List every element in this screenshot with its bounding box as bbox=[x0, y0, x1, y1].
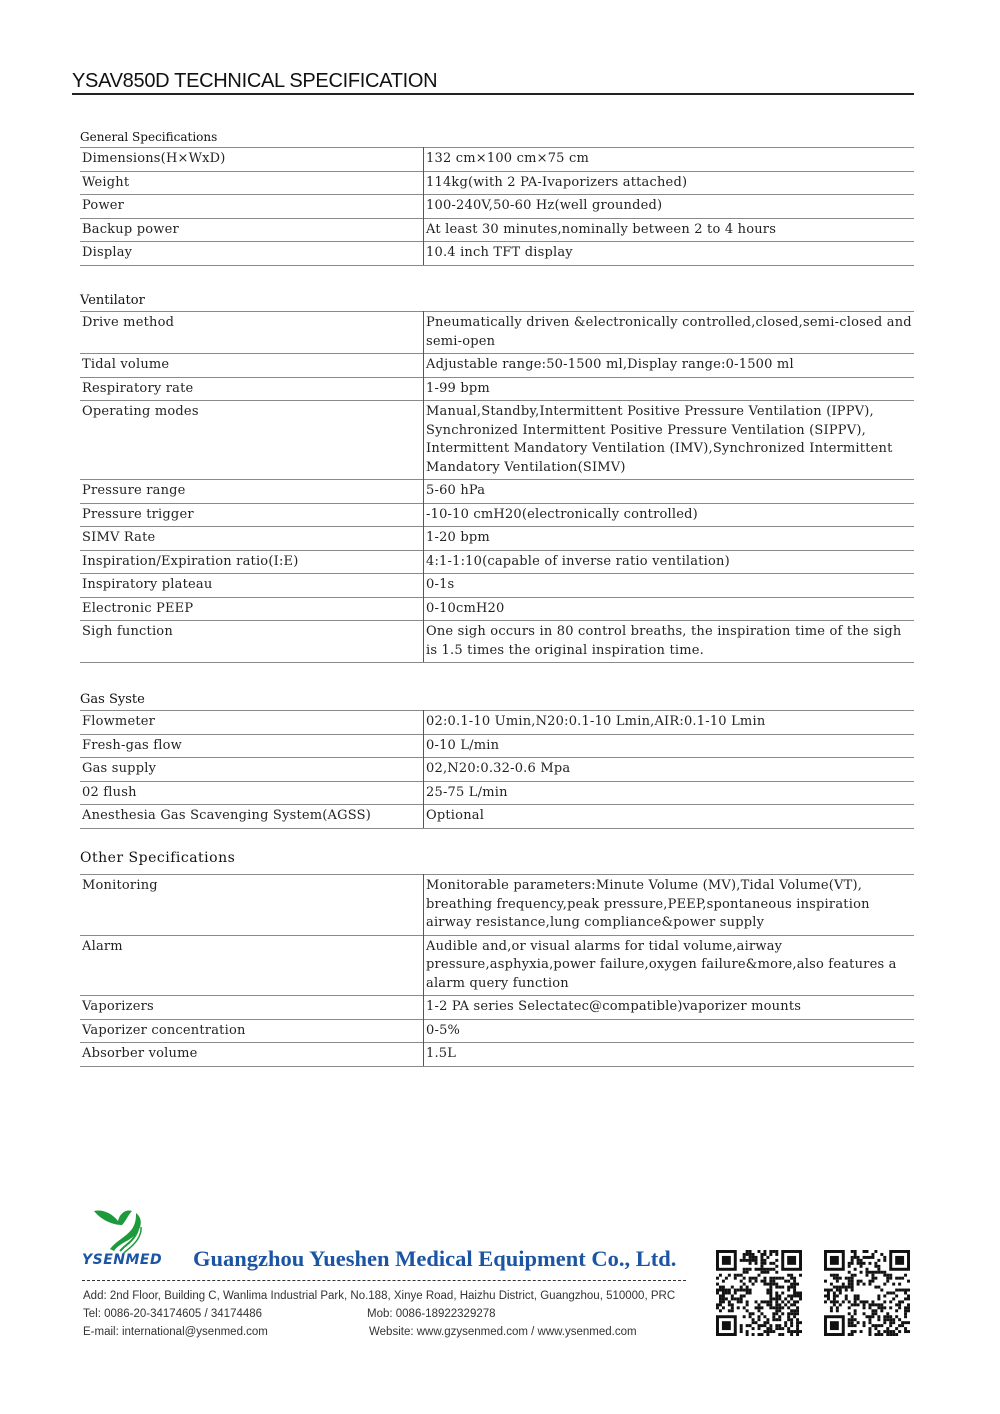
spec-label: SIMV Rate bbox=[80, 527, 424, 551]
spec-value: 02:0.1-10 Umin,N20:0.1-10 Lmin,AIR:0.1-10 Lmin bbox=[424, 711, 915, 735]
spec-table bbox=[80, 874, 914, 1067]
spec-label: Vaporizer concentration bbox=[80, 1019, 424, 1043]
spec-label: Weight bbox=[80, 171, 424, 195]
spec-value: 25-75 L/min bbox=[424, 781, 915, 805]
spec-value: 1-2 PA series Selectatec@compatible)vaporizer mounts bbox=[424, 996, 915, 1020]
spec-label: Display bbox=[80, 242, 424, 266]
spec-label: Inspiratory plateau bbox=[80, 574, 424, 598]
spec-row bbox=[80, 312, 914, 354]
spec-row bbox=[80, 354, 914, 378]
section-heading: Gas Syste bbox=[80, 692, 145, 707]
section-gas-system bbox=[80, 692, 914, 829]
spec-row bbox=[80, 1019, 914, 1043]
spec-value: Monitorable parameters:Minute Volume (MV),Tidal Volume(VT), breathing frequency,peak pressure,PEEP,spontaneous inspiration airway resistance,lung compliance&power supply bbox=[424, 875, 915, 936]
spec-value: 132 cm×100 cm×75 cm bbox=[424, 148, 915, 172]
spec-label: Pressure range bbox=[80, 480, 424, 504]
spec-row bbox=[80, 597, 914, 621]
spec-row bbox=[80, 377, 914, 401]
spec-table bbox=[80, 147, 914, 266]
spec-label: Fresh-gas flow bbox=[80, 734, 424, 758]
spec-value: 0-10cmH20 bbox=[424, 597, 915, 621]
spec-value: 5-60 hPa bbox=[424, 480, 915, 504]
spec-value: Pneumatically driven &electronically controlled,closed,semi-closed and semi-open bbox=[424, 312, 915, 354]
spec-label: Electronic PEEP bbox=[80, 597, 424, 621]
section-heading: Other Specifications bbox=[80, 850, 236, 866]
spec-value: Audible and,or visual alarms for tidal volume,airway pressure,asphyxia,power failure,oxygen failure&more,also features a alarm query function bbox=[424, 935, 915, 996]
spec-row bbox=[80, 781, 914, 805]
spec-label: Anesthesia Gas Scavenging System(AGSS) bbox=[80, 805, 424, 829]
spec-label: Respiratory rate bbox=[80, 377, 424, 401]
spec-label: Absorber volume bbox=[80, 1043, 424, 1067]
spec-value: One sigh occurs in 80 control breaths, the inspiration time of the sigh is 1.5 times the original inspiration time. bbox=[424, 621, 915, 663]
spec-label: Monitoring bbox=[80, 875, 424, 936]
spec-label: Gas supply bbox=[80, 758, 424, 782]
spec-row bbox=[80, 574, 914, 598]
spec-value: 4:1-1:10(capable of inverse ratio ventilation) bbox=[424, 550, 915, 574]
page-title: YSAV850D TECHNICAL SPECIFICATION bbox=[72, 70, 438, 92]
address: Add: 2nd Floor, Building C, Wanlima Industrial Park, No.188, Xinye Road, Haizhu District, Guangzhou, 510000, PRC bbox=[83, 1290, 676, 1302]
qr-code-icon bbox=[824, 1250, 910, 1336]
section-heading: General Specifications bbox=[80, 130, 218, 144]
spec-value: Manual,Standby,Intermittent Positive Pressure Ventilation (IPPV), Synchronized Intermittent Positive Pressure Ventilation (SIPPV), Intermittent Mandatory Ventilation (IMV),Synchronized Intermittent Mandatory Ventilation(SIMV) bbox=[424, 401, 915, 480]
spec-row bbox=[80, 875, 914, 936]
section-general-specifications bbox=[80, 130, 914, 266]
spec-label: Drive method bbox=[80, 312, 424, 354]
spec-row bbox=[80, 171, 914, 195]
section-heading: Ventilator bbox=[80, 293, 145, 308]
email: E-mail: international@ysenmed.com bbox=[83, 1326, 268, 1338]
spec-label: Flowmeter bbox=[80, 711, 424, 735]
spec-label: Alarm bbox=[80, 935, 424, 996]
spec-row bbox=[80, 218, 914, 242]
spec-row bbox=[80, 805, 914, 829]
spec-label: Vaporizers bbox=[80, 996, 424, 1020]
section-ventilator bbox=[80, 293, 914, 663]
spec-row bbox=[80, 148, 914, 172]
telephone: Tel: 0086-20-34174605 / 34174486 bbox=[83, 1308, 263, 1320]
spec-row bbox=[80, 401, 914, 480]
spec-value: 1-20 bpm bbox=[424, 527, 915, 551]
spec-label: Dimensions(H×WxD) bbox=[80, 148, 424, 172]
spec-value: 1.5L bbox=[424, 1043, 915, 1067]
section-other-specifications bbox=[80, 850, 914, 1067]
spec-row bbox=[80, 621, 914, 663]
spec-label: 02 flush bbox=[80, 781, 424, 805]
spec-table bbox=[80, 311, 914, 663]
spec-row bbox=[80, 996, 914, 1020]
spec-row bbox=[80, 758, 914, 782]
spec-label: Operating modes bbox=[80, 401, 424, 480]
spec-value: 0-10 L/min bbox=[424, 734, 915, 758]
spec-row bbox=[80, 480, 914, 504]
spec-label: Pressure trigger bbox=[80, 503, 424, 527]
spec-row bbox=[80, 527, 914, 551]
spec-label: Backup power bbox=[80, 218, 424, 242]
spec-row bbox=[80, 1043, 914, 1067]
mobile: Mob: 0086-18922329278 bbox=[367, 1308, 496, 1320]
spec-label: Sigh function bbox=[80, 621, 424, 663]
spec-value: 114kg(with 2 PA-Ivaporizers attached) bbox=[424, 171, 915, 195]
spec-label: Power bbox=[80, 195, 424, 219]
spec-label: Tidal volume bbox=[80, 354, 424, 378]
spec-value: 100-240V,50-60 Hz(well grounded) bbox=[424, 195, 915, 219]
spec-row bbox=[80, 711, 914, 735]
spec-value: 0-5% bbox=[424, 1019, 915, 1043]
company-name: Guangzhou Yueshen Medical Equipment Co., Ltd. bbox=[193, 1246, 677, 1271]
spec-row bbox=[80, 734, 914, 758]
spec-row bbox=[80, 550, 914, 574]
logo-text: YSENMED bbox=[82, 1252, 163, 1268]
spec-row bbox=[80, 195, 914, 219]
spec-value: At least 30 minutes,nominally between 2 to 4 hours bbox=[424, 218, 915, 242]
spec-row bbox=[80, 503, 914, 527]
spec-value: 1-99 bpm bbox=[424, 377, 915, 401]
spec-value: Adjustable range:50-1500 ml,Display range:0-1500 ml bbox=[424, 354, 915, 378]
footer bbox=[80, 1200, 920, 1350]
dashed-divider bbox=[82, 1280, 686, 1281]
spec-value: 10.4 inch TFT display bbox=[424, 242, 915, 266]
qr-code-icon bbox=[716, 1250, 802, 1336]
spec-value: 0-1s bbox=[424, 574, 915, 598]
spec-value: 02,N20:0.32-0.6 Mpa bbox=[424, 758, 915, 782]
spec-row bbox=[80, 242, 914, 266]
spec-label: Inspiration/Expiration ratio(I:E) bbox=[80, 550, 424, 574]
spec-table bbox=[80, 710, 914, 829]
title-rule bbox=[72, 93, 914, 95]
website: Website: www.gzysenmed.com / www.ysenmed.com bbox=[369, 1326, 637, 1338]
spec-value: Optional bbox=[424, 805, 915, 829]
spec-row bbox=[80, 935, 914, 996]
spec-value: -10-10 cmH20(electronically controlled) bbox=[424, 503, 915, 527]
